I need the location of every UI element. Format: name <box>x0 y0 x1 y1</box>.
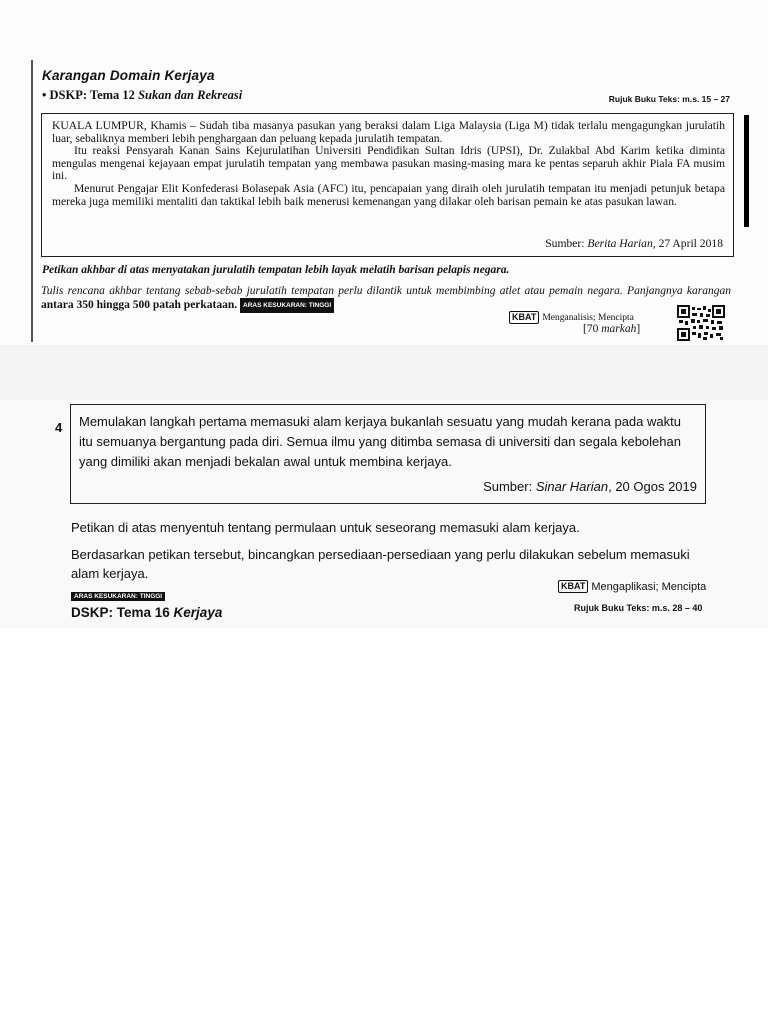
textbook-reference: Rujuk Buku Teks: m.s. 15 – 27 <box>608 94 730 104</box>
excerpt-box-2 <box>70 404 706 504</box>
excerpt-paragraph-1: KUALA LUMPUR, Khamis – Sudah tiba masanya pasukan yang beraksi dalam Liga Malaysia (Liga M) tidak terlalu mengagungkan jurulatih luar, sebaliknya memberi lebih penghargaan dan peluang kepada jurulatih tempatan. <box>52 119 725 145</box>
kbat-logo: KBAT <box>558 580 588 593</box>
question-number: 4 <box>55 420 63 435</box>
qr-code-icon <box>677 305 725 341</box>
kbat-tag-2 <box>558 580 706 593</box>
kbat-skills: Menganalisis; Mencipta <box>542 312 634 323</box>
question-task-2: Berdasarkan petikan tersebut, bincangkan persediaan-persediaan yang perlu dilakukan sebelum memasuki alam kerjaya. <box>71 547 690 581</box>
textbook-reference-2: Rujuk Buku Teks: m.s. 28 – 40 <box>574 603 703 613</box>
excerpt-box-1 <box>41 113 734 257</box>
dskp-line: • DSKP: Tema 12 Sukan dan Rekreasi <box>42 88 243 102</box>
question-prompt-1: Petikan akhbar di atas menyatakan jurulatih tempatan lebih layak melatih barisan pelapis negara. <box>42 264 510 276</box>
excerpt-paragraph-2: Itu reaksi Pensyarah Kanan Sains Kejurulatihan Universiti Pendidikan Sultan Idris (UPSI), Dr. Zulakbal Abd Karim ketika diminta mengulas mengenai kejayaan empat jurulatih tempatan yang membawa pasukan masing-masing mara ke pentas separuh akhir Piala FA musim ini. <box>52 144 725 183</box>
excerpt-source-2: Sumber: Sinar Harian, 20 Ogos 2019 <box>483 479 697 494</box>
page-edge-line <box>31 60 33 342</box>
page-edge-bar <box>744 115 749 227</box>
kbat-skills: Mengaplikasi; Mencipta <box>591 580 707 593</box>
marks-label: [70 markah] <box>583 323 641 335</box>
difficulty-badge-2 <box>71 587 165 605</box>
kbat-logo: KBAT <box>509 311 539 324</box>
question-task-1: Tulis rencana akhbar tentang sebab-sebab jurulatih tempatan perlu dilantik untuk membimbing atlet atau pemain negara. Panjangnya karangan antara 350 hingga 500 patah perkataan. ARAS KESUKARAN: TINGGI <box>41 285 731 312</box>
excerpt-source-1: Sumber: Berita Harian, 27 April 2018 <box>545 237 723 251</box>
dskp-line-2: DSKP: Tema 16 Kerjaya <box>71 605 223 620</box>
excerpt-paragraph-3: Menurut Pengajar Elit Konfederasi Bolasepak Asia (AFC) itu, pencapaian yang diraih oleh jurulatih tempatan itu menjadi petunjuk betapa mereka juga memiliki mentaliti dan taktikal lebih baik menerusi kemenangan yang dilakar oleh barisan pemain ke atas pasukan lawan. <box>52 181 725 208</box>
scan-gap <box>0 345 768 400</box>
excerpt-text-2: Memulakan langkah pertama memasuki alam kerjaya bukanlah sesuatu yang mudah kerana pada waktu itu semuanya bergantung pada diri. Semua ilmu yang ditimba semasa di universiti dan segala kebolehan yang dimiliki akan menjadi bekalan awal untuk membina kerjaya. <box>79 414 681 469</box>
difficulty-badge: ARAS KESUKARAN: TINGGI <box>240 298 334 313</box>
difficulty-badge: ARAS KESUKARAN: TINGGI <box>71 592 165 601</box>
section-heading: Karangan Domain Kerjaya <box>42 68 215 83</box>
question-prompt-2: Petikan di atas menyentuh tentang permulaan untuk seseorang memasuki alam kerjaya. <box>71 520 580 535</box>
